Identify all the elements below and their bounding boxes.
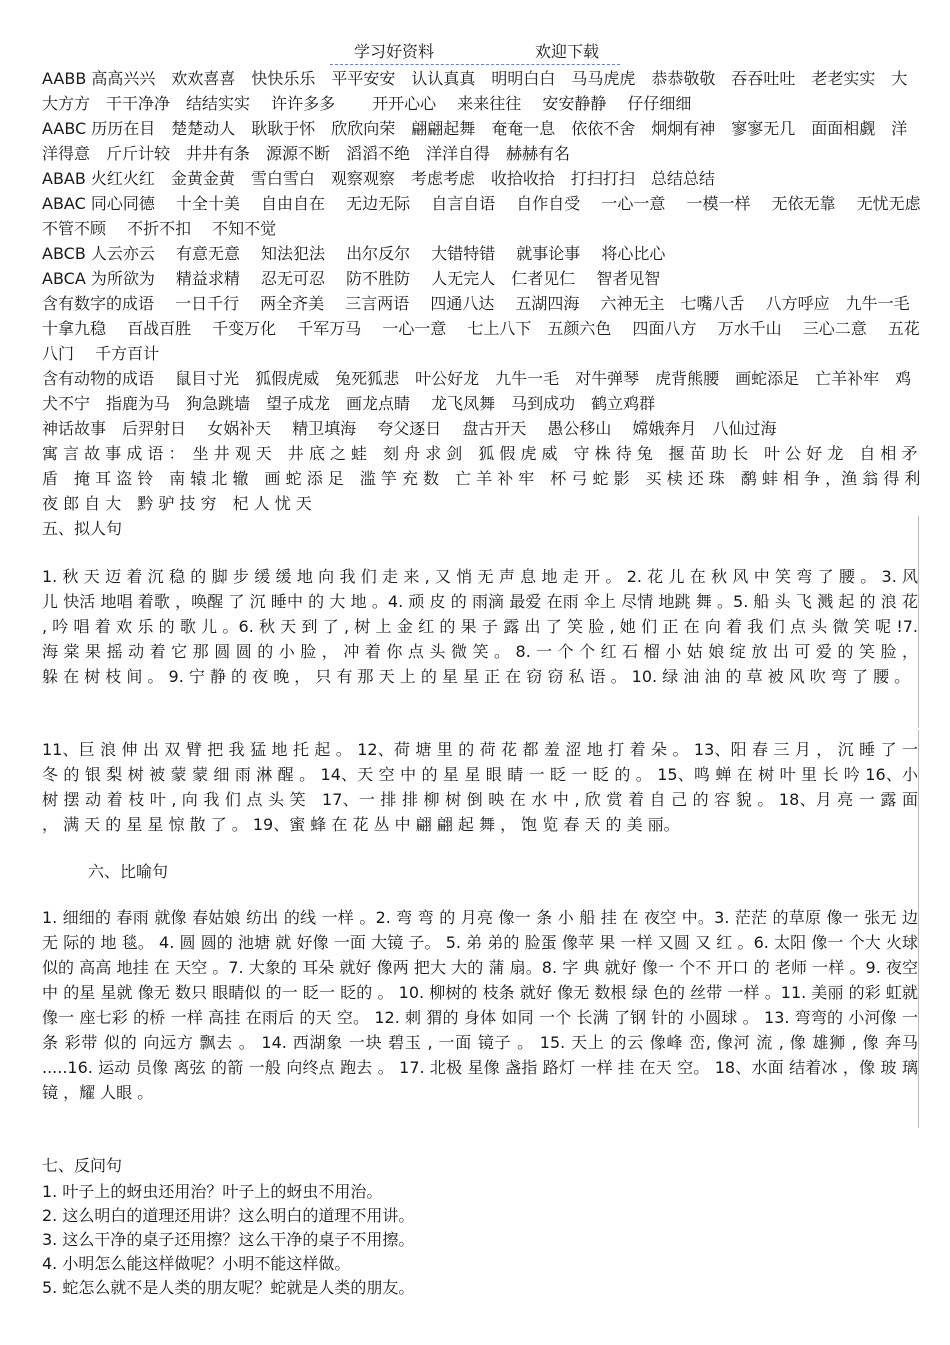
idiom-abac: ABAC 同心同德 十全十美 自由自在 无边无际 自言自语 自作自受 一心一意 一模一样 无依无靠 无忧无虑 不管不顾 不折不扣 不知不觉 <box>42 194 942 238</box>
header-left-text: 学习好资料 <box>354 42 435 61</box>
list-item: 3. 这么干净的桌子还用擦？这么干净的桌子不用擦。 <box>42 1230 415 1249</box>
idiom-myths: 神话故事 后羿射日 女娲补天 精卫填海 夸父逐日 盘古开天 愚公移山 嫦娥奔月 八仙过海 <box>42 419 777 438</box>
idiom-abcb: ABCB 人云亦云 有意无意 知法犯法 出尔反尔 大错特错 就事论事 将心比心 <box>42 244 666 263</box>
section-title-simile: 六、比喻句 <box>88 862 169 881</box>
idiom-aabb: AABB 高高兴兴 欢欢喜喜 快快乐乐 平平安安 认认真真 明明白白 马马虎虎 恭恭敬敬 吞吞吐吐 老老实实 大大方方 干干净净 结结实实 许许多多 开开心心 来来往往 安安静静 仔仔细细 <box>42 69 908 113</box>
idiom-abab: ABAB 火红火红 金黄金黄 雪白雪白 观察观察 考虑考虑 收拾收拾 打扫打扫 总结总结 <box>42 169 715 188</box>
personification-paragraph-1: 1. 秋 天 迈 着 沉 稳 的 脚 步 缓 缓 地 向 我 们 走 来 , 又 悄 无 声 息 地 走 开 。 2. 花 儿 在 秋 风 中 笑 弯 了 腰 。 3. 风 儿 快活 地唱 着歌 ，唤醒 了 沉 睡中 的 大 地 。4. 顽 皮 的 雨滴 最爱 在雨 伞上 尽情 地跳 舞 。5. 船 头 飞 溅 起 的 浪 花 , 吟 唱 着 欢 乐 的 歌 儿 。6. 秋 天 到 了 , 树 上 金 红 的 果 子 露 出 了 笑 脸 , 她 们 正 在 向 着 我 们 点 头 微 笑 呢 !7. 海 棠 果 摇 动 着 它 那 圆 圆 的 小 脸 ， 冲 着 你 点 头 微 笑 。 8. 一 个 个 红 石 榴 小 姑 娘 绽 放 出 可 爱 的 笑 脸 ， 躲 在 树 枝 间 。 9. 宁 静 的 夜 晚 ， 只 有 那 天 上 的 星 星 正 在 窃 窃 私 语 。 10. 绿 油 油 的 草 被 风 吹 弯 了 腰 。 <box>42 567 918 686</box>
simile-paragraph: 1. 细细的 春雨 就像 春姑娘 纺出 的线 一样 。2. 弯 弯 的 月亮 像一 条 小 船 挂 在 夜空 中。3. 茫茫 的草原 像一 张无 边无 际的 地 毯。 4. 圆 圆的 池塘 就 好像 一面 大镜 子。 5. 弟 弟的 脸蛋 像苹 果 一样 又圆 又 红 。6. 太阳 像一 个大 火球 似的 高高 地挂 在 天空 。7. 大象的 耳朵 就好 像两 把大 大的 蒲 扇。8. 字 典 就好 像一 个不 开口 的 老师 一样 。9. 夜空 中 的星 星就 像无 数只 眼睛似 的一 眨一 眨的 。 10. 柳树的 枝条 就好 像无 数根 绿 色的 丝带 一样 。11. 美丽 的彩 虹就 像一 座七彩 的桥 一样 高挂 在雨后 的天 空。 12. 刺 猬的 身体 如同 一个 长满 了钢 针的 小圆球 。 13. 弯弯的 小河像 一条 彩带 似的 向远方 飘去 。 14. 西湖象 一块 碧玉 , 一面 镜子 。 15. 天上 的云 像峰 峦, 像河 流 , 像 雄狮 , 像 奔马 .....16. 运动 员像 离弦 的箭 一般 向终点 跑去 。 17. 北极 星像 盏指 路灯 一样 挂 在天 空。 18、水面 结着冰 ，像 玻 璃镜 ，耀 人眼 。 <box>42 908 918 1102</box>
list-item: 1. 叶子上的蚜虫还用治？叶子上的蚜虫不用治。 <box>42 1182 383 1201</box>
rhetorical-question-list <box>42 1180 922 1300</box>
list-item: 4. 小明怎么能这样做呢？小明不能这样做。 <box>42 1254 351 1273</box>
margin-line-top <box>918 516 919 728</box>
margin-line-bottom <box>918 730 919 1128</box>
section-title-rhetorical: 七、反问句 <box>42 1156 123 1175</box>
idiom-list <box>42 66 942 516</box>
page-header <box>330 40 620 65</box>
idiom-animals: 含有动物的成语 鼠目寸光 狐假虎威 兔死狐悲 叶公好龙 九牛一毛 对牛弹琴 虎背熊腰 画蛇添足 亡羊补牢 鸡犬不宁 指鹿为马 狗急跳墙 望子成龙 画龙点睛 龙飞凤舞 马到成功 鹤立鸡群 <box>42 369 912 413</box>
idiom-numbers: 含有数字的成语 一日千行 两全齐美 三言两语 四通八达 五湖四海 六神无主 七嘴八舌 八方呼应 九牛一毛 十拿九稳 百战百胜 千变万化 千军万马 一心一意 七上八下 五颜六色 四面八方 万水千山 三心二意 五花八门 千方百计 <box>42 294 931 363</box>
list-item: 2. 这么明白的道理还用讲？这么明白的道理不用讲。 <box>42 1206 415 1225</box>
idiom-abca: ABCA 为所欲为 精益求精 忍无可忍 防不胜防 人无完人 仁者见仁 智者见智 <box>42 269 661 288</box>
header-right-text: 欢迎下载 <box>535 42 600 61</box>
list-item: 5. 蛇怎么就不是人类的朋友呢？蛇就是人类的朋友。 <box>42 1278 415 1297</box>
idiom-fables: 寓 言 故 事 成 语 ： 坐 井 观 天 井 底 之 蛙 刻 舟 求 剑 狐 假 虎 威 守 株 待 兔 揠 苗 助 长 叶 公 好 龙 自 相 矛 盾 掩 耳 盗 铃 南 辕 北 辙 画 蛇 添 足 滥 竽 充 数 亡 羊 补 牢 杯 弓 蛇 影 买 椟 还 珠 鹬 蚌 相 争 ，渔 翁 得 利 夜 郎 自 大 黔 驴 技 穷 杞 人 忧 天 <box>42 444 937 513</box>
section-title-personification: 五、拟人句 <box>42 519 123 538</box>
idiom-aabc: AABC 历历在目 楚楚动人 耿耿于怀 欣欣向荣 翩翩起舞 奄奄一息 依依不舍 炯炯有神 寥寥无几 面面相觑 洋洋得意 斤斤计较 井井有条 源源不断 滔滔不绝 洋洋自得 赫赫有名 <box>42 119 908 163</box>
personification-paragraph-2: 11、巨 浪 伸 出 双 臂 把 我 猛 地 托 起 。 12、荷 塘 里 的 荷 花 都 羞 涩 地 打 着 朵 。 13、阳 春 三 月 ， 沉 睡 了 一 冬 的 银 梨 树 被 蒙 蒙 细 雨 淋 醒 。 14、天 空 中 的 星 星 眼 睛 一 眨 一 眨 的 。 15、鸣 蝉 在 树 叶 里 长 吟 16、小 树 摆 动 着 枝 叶 , 向 我 们 点 头 笑 17、一 排 排 柳 树 倒 映 在 水 中 , 欣 赏 着 自 己 的 容 貌 。 18、月 亮 一 露 面 ， 满 天 的 星 星 惊 散 了 。 19、蜜 蜂 在 花 丛 中 翩 翩 起 舞 ， 饱 览 春 天 的 美 丽。 <box>42 740 918 834</box>
